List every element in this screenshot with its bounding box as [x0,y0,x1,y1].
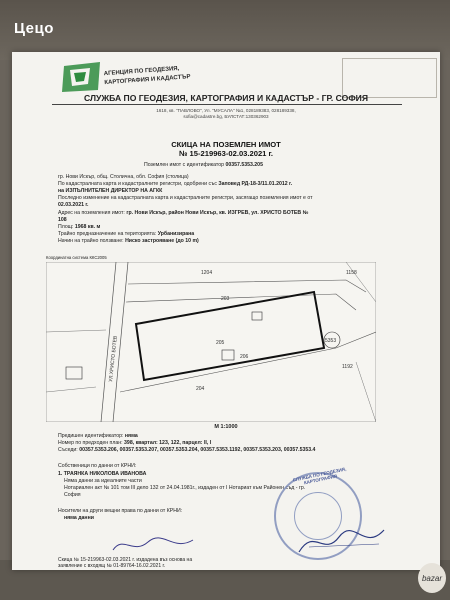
map-approval-value: Заповед РД-18-3/11.01.2012 г. [218,181,293,187]
marketplace-badge-text: bazar [421,573,442,583]
photo-background-top [0,0,450,60]
change-line: Последно изменение на кадастралната карта и кадастралните регистри, засягащо поземления имот е от [58,195,313,201]
property-address-number: 108 [58,217,67,223]
agency-name [104,62,225,88]
prev-id-label: Предишен идентификатор: [58,433,124,439]
seal-text: СЛУЖБА ПО ГЕОДЕЗИЯ, КАРТОГРАФИЯ [292,466,347,486]
map-label-1192: 1192 [342,364,353,370]
registration-stamp-box [342,58,437,98]
other-rights-heading: Носители на други вещни права по данни от КРНИ: [58,508,183,514]
owners-heading: Собственици по данни от КРНИ: [58,463,137,469]
use-label: Начин на трайно ползване: [58,238,124,244]
area-line [58,224,100,231]
address-line1: 1618, кв. "ПАВЛОВО", Ул. "МУСАЛА" №1, 028189383, 028189338, [156,108,296,113]
change-date: 02.03.2021 г. [58,202,89,208]
identifier-label: Поземлен имот с идентификатор [144,162,224,168]
area-value: 1968 кв. м [74,224,101,230]
map-label-1204: 1204 [201,270,213,276]
use-line [58,238,199,245]
other-rights-value: няма данни [64,515,94,521]
owner-share: Няма данни за идеалните части [64,478,142,484]
neighbors-value: 00357.5353.206, 00357.5353.207, 00357.5353.204, 00357.5353.1192, 00357.5353.203, 00357.5353.4 [79,447,316,453]
map-approval-line [58,181,292,188]
map-scale: М 1:1000 [214,424,238,430]
coordinate-system: Координатна система ККС2005 [46,255,107,260]
map-label-204: 204 [196,386,205,392]
purpose-line [58,231,194,238]
street-label: УЛ.ХРИСТО БОТЕВ [108,335,119,383]
service-title: СЛУЖБА ПО ГЕОДЕЗИЯ, КАРТОГРАФИЯ И КАДАСТЪР - ГР. СОФИЯ [83,93,369,103]
signature-official [294,522,394,562]
header-divider [52,104,402,105]
cadastral-sketch-document [12,52,440,570]
document-number: № 15-219963-02.03.2021 г. [178,149,274,158]
map-approval-authority: на ИЗПЪЛНИТЕЛЕН ДИРЕКТОР НА АГКК [58,188,163,194]
neighbors-label: Съседи: [58,447,78,453]
owner-name: 1. ТРАЯНКА НИКОЛОВА ИВАНОВА [58,471,147,477]
signature-clerk [108,530,198,560]
plan-no-line [58,440,211,447]
prev-id-line [58,433,138,440]
purpose-value: Урбанизирана [157,231,195,237]
footer-line1: Скица № 15-219963-02.03.2021 г. издадена въз основа на [58,557,193,563]
map-label-203: 203 [221,296,230,302]
map-label-5353: 5353 [325,338,337,344]
marketplace-badge [418,563,446,593]
cadastral-map [46,262,376,422]
plan-no-label: Номер по предходен план: [58,440,123,446]
map-label-205: 205 [216,340,225,346]
service-address [12,108,440,120]
map-label-206: 206 [240,354,249,360]
identifier-value: 00357.5353.205 [225,162,263,168]
purpose-label: Трайно предназначение на територията: [58,231,157,237]
area-label: Площ: [58,224,74,230]
agency-logo-icon [60,60,104,94]
footer-line2: заявление с входящ № 01-89764-16.02.2021 г. [58,563,166,569]
watermark-text: Цецо [14,20,54,37]
address-line [58,210,308,217]
plan-no-value: 398, квартал: 123, 122, парцел: II, I [124,440,212,446]
address-line2: sofia@cadastre.bg, БУЛСТАТ:130362903 [183,114,269,119]
property-address-label: Адрес на поземления имот: [58,210,125,216]
agency-name-line1: АГЕНЦИЯ ПО ГЕОДЕЗИЯ, [103,65,180,78]
neighbors-line [58,447,315,454]
owner-deed-line1: Нотариален акт № 101 том III дело 132 от 24.04.1981г., издаден от I Нотариат към Районен съд - гр. [64,485,306,491]
document-title: СКИЦА НА ПОЗЕМЛЕН ИМОТ [171,140,281,149]
prev-id-value: няма [124,433,138,439]
agency-name-line2: КАРТОГРАФИЯ И КАДАСТЪР [104,74,191,87]
use-value: Ниско застрояване (до 10 m) [125,238,199,244]
owner-deed-line2: София [64,492,81,498]
map-label-1158: 1158 [346,270,357,276]
map-approval-label: По кадастралната карта и кадастралните регистри, одобрени със [58,181,217,187]
identifier-line [144,162,263,169]
property-address-value: гр. Нови Искър, район Нови Искър, кв. ИЗГРЕВ, ул. ХРИСТО БОТЕВ № [126,210,309,216]
location-line: гр. Нови Искър, общ. Столична, обл. София (столица) [58,174,189,180]
